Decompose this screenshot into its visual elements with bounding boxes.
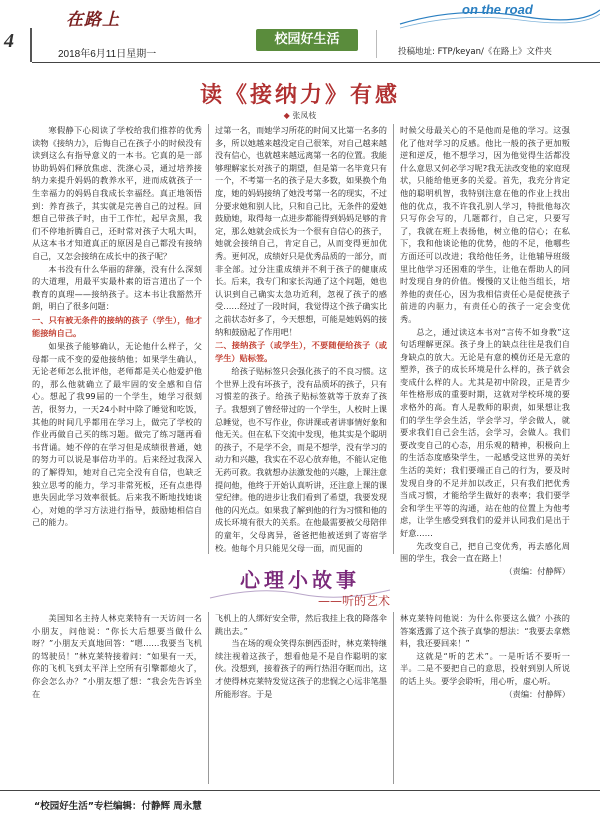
- article-column-2: [215, 124, 387, 554]
- header-divider: [376, 30, 377, 58]
- paragraph: 过第一名，而她学习所花的时间又比第一名多的多，所以她越来越没定自己很笨，对自己越来越没有信心，也就越来越远离第一名的位置。我能够理解家长对孩子的期望，但是第一名毕竟只有一个，不考第一名的孩子是大多数，如果换个角度，她的妈妈接纳了她没考第一名的现实，不过分要求她和别人比，只和自己比，无条件的爱她鼓励她，取得每一点进步都能得到妈妈足够的肯定，那么她就会成长为一个很有自信心的孩子，她就会接纳自己，肯定自己，从而变得更加优秀。更何况，成绩好只是优秀品质的一部分，而非全部。过分注重成绩并不利于孩子的健康成长。后来，我专门和家长沟通了这个问题，她也认识到自己确实太急功近利，忽视了孩子的感受……经过了一段时间，我觉得这个孩子确实比之前状态好多了，今天想想，可能是她妈妈的接纳和鼓励起了作用吧！: [215, 125, 387, 337]
- author-name: 张凤枝: [292, 111, 317, 120]
- story-column-2: [215, 612, 387, 784]
- brand-logo: 在路上: [66, 10, 120, 30]
- paragraph: 当在场的观众笑得东倒西歪时，林克莱特继续注视着这孩子，想看他是不是自作聪明的家伙。没想到，接着孩子的两行热泪夺眶而出，这才使得林克莱特发觉这孩子的悲悯之心远非笔墨所能形容。于是: [215, 638, 387, 699]
- diamond-icon: ◆: [283, 111, 290, 120]
- story-title: 心理小故事: [240, 568, 360, 592]
- paragraph: 如果孩子能够确认，无论他什么样子，父母都一成不变的爱他接纳他；如果学生确认，无论老师怎么批评他，老师都是关心他爱护他的，那么他就确立了最牢固的安全感和自信心。想起了我99届的一个学生，她学习很刻苦，很努力，一天24小时中除了睡觉和吃饭，其他的时间几乎都用在学习上，做完了学校的作业再做自己买的练习题。做完了练习题再看书背诵。她不停的在学习但是成绩很普通，她的努力可以说是事倍功半的。后来经过我深入的了解得知，她对自己完全没有自信，也缺乏独立思考的能力，学习非常死板，还有点患得患失因此学习效率很低。后来我不断地找她谈心，对她的学习方法进行指导，鼓励她相信自己的能力。: [32, 341, 202, 528]
- column-divider: [393, 612, 394, 784]
- story-subtitle: ——听的艺术: [318, 594, 391, 608]
- paragraph: 飞机上的人绑好安全带，然后我挂上我的降落伞跳出去。”: [215, 613, 387, 636]
- issue-date: 2018年6月11日星期一: [58, 49, 157, 60]
- paragraph: 给孩子贴标签只会强化孩子的不良习惯。这个世界上没有坏孩子，没有品质坏的孩子，只有习惯差的孩子。给孩子贴标签就等于放弃了孩子。我想到了曾经带过的一个学生，人校时上课总睡觉，也不写作业，你讲课或者讲事情好象和他无关。但在私下交流中发现，他其实是个聪明的孩子，不是学不会，而是不想学，没有学习的动力和兴趣，我实在不忍心放弃他，不能认定他无药可救。我就想办法激发他的兴趣，上课注意提问他，他终于开始认真听讲，还注意上课的课堂纪律。他的进步让我们看到了希望，我要发现他的闪光点。如果我了解到他的行为习惯和他的成长环境有很大的关系。在他最需要被父母陪伴的童年，父母离异，爸爸把他被送到了寄宿学校。他每个月只能见父母一面，而见面的: [215, 366, 387, 553]
- column-editors: “校园好生活”专栏编辑：付静辉 周永慧: [34, 801, 202, 812]
- column-divider: [208, 124, 209, 554]
- paragraph: 本书没有什么华丽的辞藻，没有什么深刻的大道理，用最平实最朴素的语言道出了一个教育的真理——接纳孩子。这本书让我豁然开朗，明白了很多问题：: [32, 263, 202, 312]
- paragraph: 寒假静下心阅读了学校给我们推荐的优秀读物《接纳力》，后悔自己在孩子小的时候没有读到这么有指导意义的一本书。它真的是一部协助妈妈们释放焦虑、洗涤心灵，通过培养接纳力来提升妈妈的教养水平，进而成就孩子一生幸福力的妈妈自我成长幸福经。真正地领悟到：养育孩子，其实就是完善自己的过程。回想自己带孩子时，由于工作忙，起早贪黑，我们不停地折腾自己，还时常对孩子大吼大叫，从这本书才知道真正的原因是自己都没有接纳自己，又怎会接纳在成长中的孩子呢？: [32, 125, 202, 261]
- article-column-3: [400, 124, 570, 576]
- story-column-3: [400, 612, 570, 784]
- subheading: 一、只有被无条件的接纳的孩子（学生），他才能接纳自己。: [32, 314, 202, 338]
- paragraph: 这就是“听的艺术”。一是听话不要听一半。二是不要把自己的意思，投射到别人所说的话上头。要学会聆听，用心听，虚心听。: [400, 650, 570, 686]
- paragraph: 时候父母最关心的不是他而是他的学习。这强化了他对学习的反感。他比一般的孩子更加叛逆和逆反，他不想学习，因为他觉得生活都没什么意思又何必学习呢?我无法改变他的家庭现状，只能给他更多的关爱。首先，我充分肯定他的聪明机智，我特别注意在他的作业上找出他的优点，我不许我孔别人学习，特批他每次只写你会写的，几题都行，自己定，只要写了，我就在班上表扬他，树立他的信心；在私下，我和他谈论他的优势，他的不足，他哪些方面还可以改进；我给他任务，让他辅导班级里比他学习还困难的学生，让他在帮助人的同时发现自身的价值。慢慢的又让他当组长，培养他的责任心，因为我相信责任心是促使孩子前进的内驱力，有责任心的孩子一定会变优秀。: [400, 125, 570, 324]
- subheading: 二、接纳孩子（或学生），不要随便给孩子（或学生）贴标签。: [215, 340, 387, 363]
- paragraph: 总之，通过读这本书对“言传不如身教”这句话理解更深。孩子身上的缺点往往是我们自身缺点的放大。无论是有意的模仿还是无意的塑养，孩子的成长环境是什么样的，孩子就会变成什么样的人。尤其是初中阶段，正是青少年性格形成的重要时期，这就对学校环境的要求格外的高。育人是教师的职责，如果想让我们的学生学会生活，学会学习，学会做人，就要求我们自己会生活，会学习，会做人。我们要改变自己的心态，用乐观的精神，积极向上的生活态度感染学生，一起感受这世界的美好生活的美好；我们要端正自己的行为，要及时发现自身的不足并加以改正，只有我们把优秀当成习惯，才能给学生做好的表率；我们要学会和学生平等的沟通，站在他的位置上为他考虑，让学生感受到我们的爱并认同我们是出于好意……: [400, 326, 570, 538]
- road-tagline: on the road: [462, 2, 533, 17]
- paragraph: 先改变自己，把自己变优秀，再去感化周围的学生，我会一直在路上！: [400, 540, 570, 564]
- article-credit: （责编：付静辉）: [504, 565, 570, 576]
- article-title: 读《接纳力》有感: [199, 83, 400, 108]
- paragraph: 林克莱特问他说：为什么你要这么做？小孩的答案透露了这个孩子真挚的想法：“我要去拿燃料，我还要回来！”: [400, 613, 570, 649]
- header-rule: [32, 62, 600, 63]
- page-number: 4: [4, 30, 14, 52]
- article-author: [0, 110, 600, 121]
- story-credit: （责编：付静辉）: [504, 688, 570, 699]
- page-header: [0, 0, 600, 62]
- submission-address: 投稿地址: FTP/keyan/《在路上》文件夹: [398, 47, 552, 57]
- header-bar: [30, 28, 32, 62]
- column-divider: [208, 612, 209, 784]
- column-divider: [393, 124, 394, 554]
- story-column-1: [32, 612, 202, 784]
- section-title: 校园好生活: [256, 29, 358, 51]
- paragraph: 美国知名主持人林克莱特有一天访问一名小朋友，问他说：“你长大后想要当做什么呀？”小朋友天真地回答：“嗯……我要当飞机的驾驶员！”林克莱特接着问：“如果有一天，你的飞机飞到太平洋上空所有引擎都熄火了，你会怎么办？”小朋友想了想：“我会先告诉坐在: [32, 613, 202, 699]
- article-column-1: [32, 124, 202, 554]
- footer-rule: [0, 790, 600, 791]
